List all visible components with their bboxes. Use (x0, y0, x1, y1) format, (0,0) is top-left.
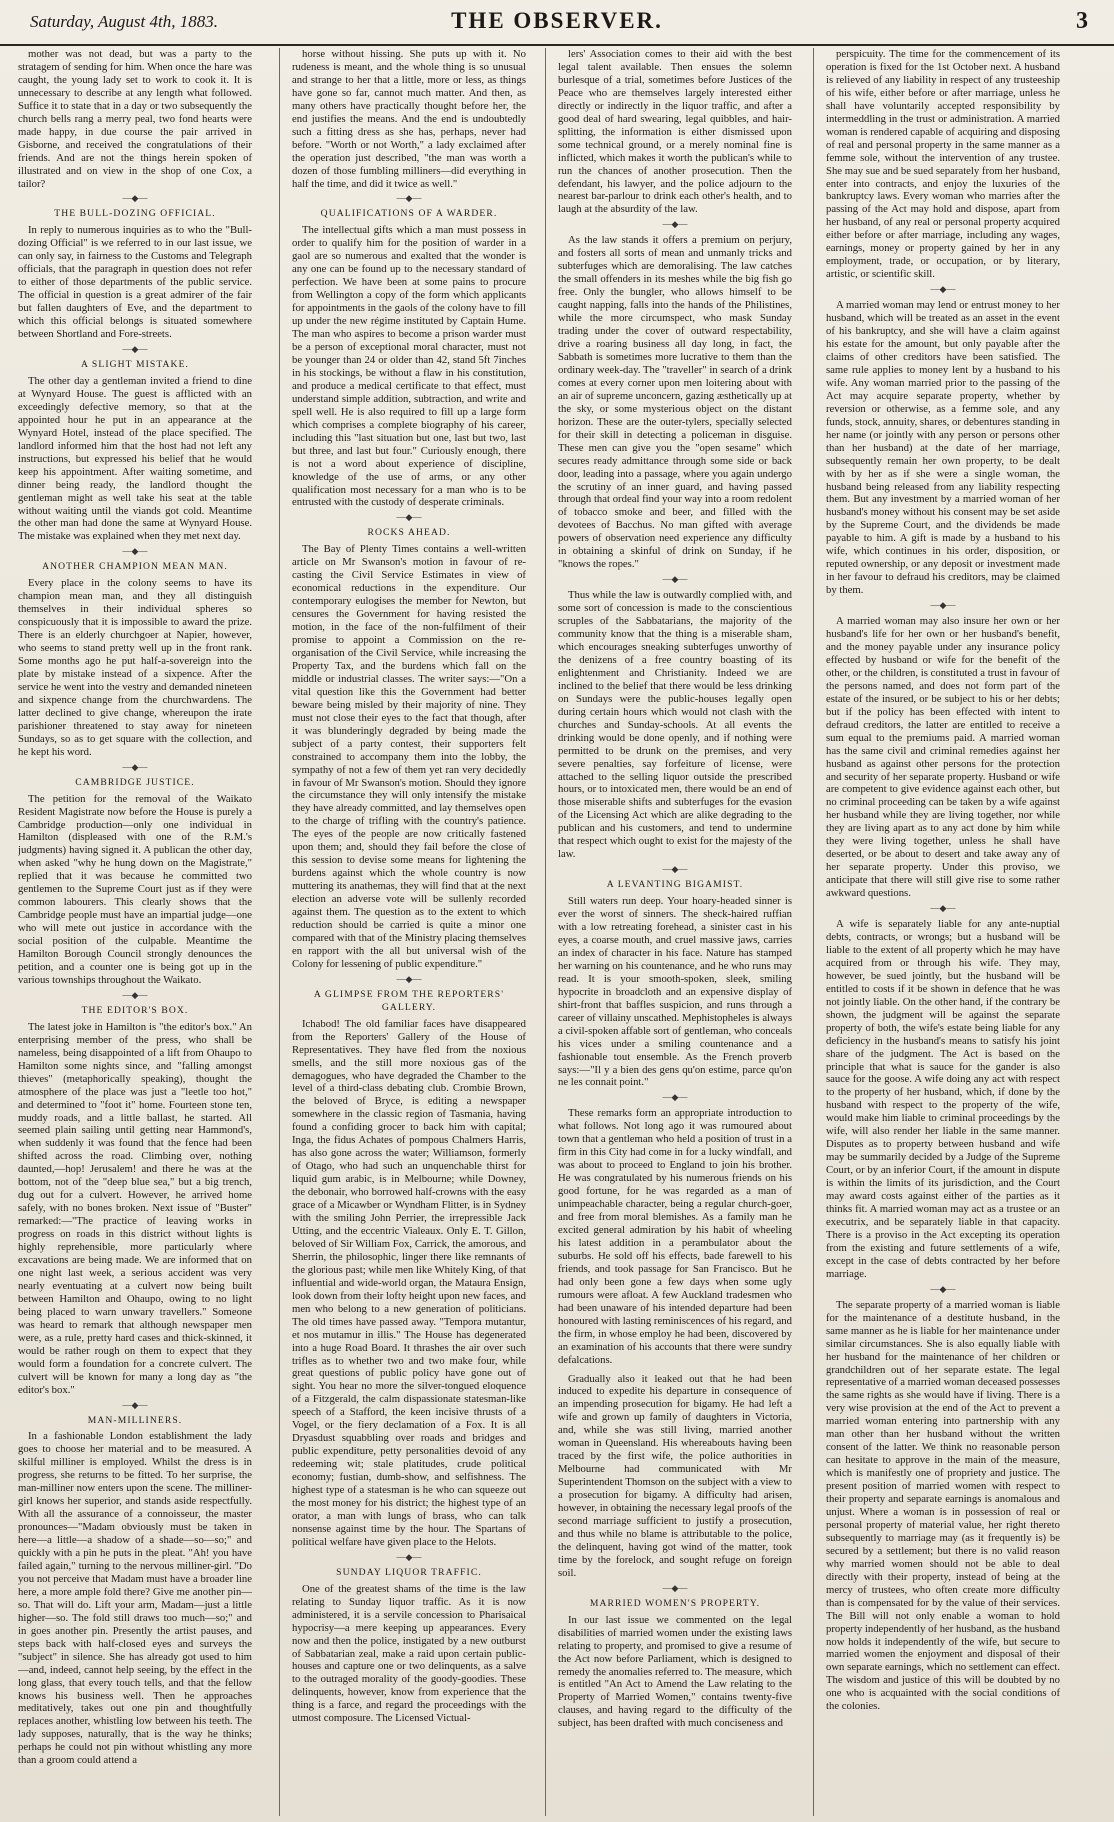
article-body: The latest joke in Hamilton is "the editor's box." An enterprising member of the press, who shall be nameless, being disappointed of a lift from Ohaupo to Hamilton some nights since, and "falling amongst thieves" (metaphorically speaking), thought the atmosphere of the place was just a "leetle too hot," and determined to "foot it" home. Fourteen stone ten, muddy roads, and a little ballast, he started. All seemed plain sailing until getting near Hammond's, when suddenly it was found that the fence had been shifted across the road. Climbing over, nothing daunted,—hop! Jerusalem! and there he was at the bottom, not of the "deep blue sea," but a big trench, dug out for a culvert. However, he arrived home safely, with no bones broken. Next issue of "Buster" remarked:—"The practice of leaving works in progress on roads in this district without lights is highly reprehensible, more particularly where excavations are being made. We are informed that on one night last week, a serious accident was very nearly eventuating at a culvert now being built between Hamilton and Ohaupo, owing to no light being placed to warn unwary travellers." Someone was heard to remark that although newspaper men were, as a rule, pretty hard cases and thick-skinned, it would be rather rough on them to expect that they would form a foundation for a concrete culvert. The culvert will be known for many a long day as "the editor's box." (18, 1020, 252, 1396)
article-body: As the law stands it offers a premium on perjury, and fosters all sorts of mean and unmanly tricks and subterfuges which are demoralising. The law catches the small offenders in its meshes while the big fish go free. Only the bungler, who allows himself to be caught napping, falls into the hands of the Philistines, while the more circumspect, who mask Sunday trading under the cover of outward respectability, drive a roaring business all day long, in fact, the Sabbath is sometimes more lucrative to them than the ordinary week-day. The "traveller" in search of a drink comes at every corner upon men loitering about with an air of supreme unconcern, gazing æsthetically up at the sky, or some mysterious object on the distant horizon. These are the outer-tylers, specially selected for their skill in detecting a policeman in disguise. These men can give you the "open sesame" which secures ready admittance through some side or back door, leading into a passage, where you again undergo the scrutiny of an inner guard, and having passed through that ordeal find your way into a room redolent of tobacco smoke and beer, and filled with the devotees of Bacchus. No man gifted with average powers of observation need experience any difficulty in obtaining a skinful of drink on Sunday, if he "knows the ropes." (558, 234, 792, 571)
continued-text: lers' Association comes to their aid with the best legal talent available. Then ensues the solemn burlesque of a trial, sometimes before Justices of the Peace who are themselves largely interested either directly or indirectly in the liquor traffic, and after a good deal of hard swearing, legal quibbles, and hair-splitting, the information is either dismissed upon some technical ground, or a merely nominal fine is inflicted, which makes it worth the publican's while to run the chances of another prosecution. Then the defendant, his lawyer, and the police adjourn to the nearest bar-parlour to drink each other's health, and to laugh at the absurdity of the law. (558, 48, 792, 216)
column-1 (18, 48, 252, 1816)
section-ornament: —◆— (122, 761, 148, 772)
section-ornament: —◆— (930, 903, 956, 914)
section-ornament: —◆— (930, 1283, 956, 1294)
column-rule (813, 48, 814, 1816)
article-body: Ichabod! The old familiar faces have disappeared from the Reporters' Gallery of the House of Representatives. They have fled from the noxious smells, and the still more noxious gas of the demagogues, who have degraded the Chamber to the level of a third-class debating club. Crombie Brown, the beloved of Bryce, is editing a newspaper somewhere in the classic region of Tasmania, having found a confiding grocer to back him with capital; Inga, the fidus Achates of pompous Chalmers Harris, has also gone across the water; Williamson, formerly of Otago, who had such an unquenchable thirst for liquid gum arabic, is in Melbourne; while Downey, the debonair, who borrowed half-crowns with the easy grace of a Micawber or Wyndham Flitter, is in Sydney with the smiling John Perrier, the irrepressible Jack Utting, and the eccentric Vialeaux. Only E. T. Gillon, beloved of Sir William Fox, Carrick, the amorous, and Sherrin, the philosophic, linger there like remnants of the glorious past; while men like Whitely King, of that influential and wide-world organ, the Mataura Ensign, look down from their lofty height upon new faces, and men who belong to a new generation of politicians. The old times have passed away. "Tempora mutantur, et nos mutamur in illis." The House has degenerated into a huge Road Board. It thrashes the air over such trifles as to whether two and two make four, while great questions of public policy have gone out of sight. You hear no more the silver-tongued eloquence of a Fitzgerald, the calm dispassionate statesman-like speech of a Stafford, the keen incisive thrusts of a Vogel, or the fiery declamation of a Fox. It is all Dryasdust squabbling over roads and bridges and public expenditure, petty personalities devoid of any redeeming wit; stale platitudes, crude political economy; fustian, dumb-show, and selfishness. The highest type of a statesman is he who can squeeze out the most money for his district; the highest type of an orator, a man with lungs of brass, who can talk nonsense against time by the hour. The Spartans of political welfare have given place to the Helots. (292, 1017, 526, 1548)
article-body: The Bay of Plenty Times contains a well-written article on Mr Swanson's motion in favour of re-casting the Civil Service Estimates in view of economical reductions in the expenditure. Our contemporary eulogises the member for Newton, but censures the Government for having resisted the motion, in the face of the non-fulfilment of their promise to appoint a Commission on the re-organisation of the Civil Service, while increasing the Property Tax, and the burdens which fall on the middle or industrial classes. The writer says:—"On a vital question like this the Government had better beware being misled by their majority of nine. They must not close their eyes to the fact that though, after it was blunderingly degraded by being made the subject of a party contest, their supporters felt constrained to accompany them into the lobby, the sympathy of not a few of them yet ran very decidedly in favour of Mr Swanson's motion. Should they ignore the circumstance they will only intensify the mistake they have already committed, and lay themselves open to the charge of trifling with the country's patience. The eyes of the people are now critically fastened upon them; and, should they fail before the close of this session to devise some means for lightening the burdens against which the whole country is now muttering its anathemas, they will find that at the next election an adverse vote will be sullenly recorded against them. The question as to the extent to which reduction should be carried is quite a minor one compared with that of the Ministry placing themselves en rapport with the all but universal wish of the Colony for lessening of public expenditure." (292, 543, 526, 970)
article-title: A LEVANTING BIGAMIST. (606, 879, 744, 891)
section-ornament: —◆— (930, 600, 956, 611)
section-ornament: —◆— (396, 1551, 422, 1562)
article-body: Thus while the law is outwardly complied with, and some sort of concession is made to the conscientious scruples of the Sabbatarians, the majority of the community know that the thing is a miserable sham, which encourages sneaking subterfuges unworthy of the denizens of a free country boasting of its enlightenment and Christianity. Indeed we are inclined to the belief that there would be less drinking on Sundays were the public-houses legally open during certain hours which would not clash with the churches and Sunday-schools. At all events the drinking would be done openly, and if nothing were permitted to be drunk on the premises, and very severe penalties, say forfeiture of license, were attached to the selling liquor outside the prescribed hours, or to intoxicated men, there would be an end of those miserable shifts and subterfuges for the evasion of the Licensing Act which are alike degrading to the publican and his customers, and tend to undermine that respect which ought to exist for the majesty of the law. (558, 589, 792, 861)
section-ornament: —◆— (662, 574, 688, 585)
article-title: THE BULL-DOZING OFFICIAL. (54, 208, 216, 220)
article-body: These remarks form an appropriate introduction to what follows. Not long ago it was rumoured about town that a gentleman who held a position of trust in a firm in this City had come in for a lucky windfall, and was about to proceed to England to join his brother. He was congratulated by his numerous friends on his good fortune, for he was regarded as a man of unimpeachable character, being a regular church-goer, and free from moral blemishes. As a family man he excited general admiration by his habit of wheeling his latest addition in a perambulator about the suburbs. He sold off his effects, bade farewell to his friends, and took passage for San Francisco. But he had only been gone a few days when some ugly rumours were afloat. A few Auckland tradesmen who had been unaware of his intended departure had been honoured with lasting reminiscences of his regard, and the firm, in whose employ he had been, discovered by an examination of his accounts that there were sundry defalcations. (558, 1107, 792, 1366)
section-ornament: —◆— (122, 193, 148, 204)
section-ornament: —◆— (122, 1399, 148, 1410)
section-ornament: —◆— (662, 864, 688, 875)
section-ornament: —◆— (662, 1582, 688, 1593)
article-body: In our last issue we commented on the legal disabilities of married women under the existing laws relating to property, and promised to give a resume of the Act now before Parliament, which is designed to remedy the anomalies referred to. The measure, which is entitled "An Act to Amend the Law relating to the Property of Married Women," contains twenty-five clauses, and having regard to the difficulty of the subject, has been drafted with much conciseness and (558, 1613, 792, 1730)
article-title: MAN-MILLINERS. (87, 1414, 183, 1426)
article-body: A married woman may also insure her own or her husband's life for her own or her husband's benefit, and the money payable under any insurance policy effected by husband or wife for the benefit of the other, or the children, is constituted a trust in favour of the persons named, and does not form part of the estate of the insured, or be subject to his or her debts; but if the policy has been effected with intent to defraud creditors, the latter are entitled to receive a sum equal to the premiums paid. A married woman has the same civil and criminal remedies against her husband as against other persons for the protection and security of her separate property. Husband or wife are competent to give evidence against each other, but no criminal proceeding can be taken by a wife against her husband while they are living together, nor while they are living apart as to any act done by him while they were living together, unless he shall have deserted, or be about to desert and take away any of her separate property. Under this proviso, we anticipate that there will still give rise to some rather awkward questions. (826, 615, 1060, 900)
newspaper-title: THE OBSERVER. (451, 8, 663, 33)
section-ornament: —◆— (662, 1092, 688, 1103)
article-body: In a fashionable London establishment the lady goes to choose her material and to be measured. A skilful milliner is employed. Whilst the dress is in progress, she returns to be fitted. To her surprise, the man-milliner now enters upon the scene. The milliner-girl knows her superior, and stands aside respectfully. With all the assurance of a connoisseur, the master pronounces—"Madam obviously must be taken in here—a little—a shadow of a shade—so—so;" and quickly with a pin he puts in the pleat. "Ah! you have failed again," turning to the nervous milliner-girl. "Do you not perceive that Madam must have a broader line here, a more ample fold there? Give me another pin—so. That will do. Lift your arm, Madam—just a little higher—so. The fold still draws too much—so;" and in goes another pin. Presently the artist pauses, and steps back with half-closed eyes and surveys the "subject" in silence. She has already got used to him—and, indeed, cannot help seeing, by the effect in the long glass, that every touch tells, and that the fellow knows his business well. Then he approaches meditatively, takes out one pin and thoughtfully replaces another, whistling low between his teeth. The lady supposes, naturally, that is the way he thinks; perhaps he could not pin without whistling any more than a groom could attend a (18, 1430, 252, 1767)
article-title: ROCKS AHEAD. (367, 527, 451, 539)
article-body: The separate property of a married woman is liable for the maintenance of a destitute husband, in the same manner as he is liable for her maintenance under similar circumstances. She is also equally liable with her husband for the maintenance of her children or grandchildren out of her separate estate. The legal representative of a married woman deceased possesses the same rights as she would have if living. There is a very wise provision at the end of the Act to prevent a married woman entering into partnership with any man other than her husband without the written consent of the latter. We think no reasonable person can hesitate to approve in the main of the measure, which is manifestly one of propriety and justice. The present position of married women with respect to their property and separate earnings is anomalous and unjust. Where a woman is in possession of real or personal property of material value, her right thereto subsequently to marriage may (as it frequently is) be secured by a settlement; but there is no valid reason why married women should not be able to deal directly with their property, instead of being at the mercy of trustees, who often create more difficulty than is compensated for by the value of their services. The Bill will not only enable a woman to hold property independently of her husband, as the husband now holds it independently of the wife, but secure to married women the enjoyment and disposal of their own separate earnings, which no settlement can effect. The wisdom and justice of this will be doubted by no one who is acquainted with the social conditions of the colonies. (826, 1298, 1060, 1713)
section-ornament: —◆— (396, 973, 422, 984)
column-2 (292, 48, 526, 1816)
article-body: A married woman may lend or entrust money to her husband, which will be treated as an asset in the event of his bankruptcy, and she will have a claim against his estate for the amount, but only payable after the claims of other creditors have been satisfied. The same rule applies to money lent by a husband to his wife. Any woman married prior to the passing of the Act may acquire separate property, whether by reversion or otherwise, as a femme sole, and any funds, stock, annuity, shares, or debentures standing in her name (or jointly with any person or persons other than her husband) at the date of her marriage, subsequently remain her own property, to be dealt with by her as if she were a single woman, the husband being released from any liability respecting them. But any investment by a married woman of her husband's money without his consent may be set aside by the Supreme Court, and the dividends be made payable to him. A gift is made by a husband to his wife, which continues in his order, disposition, or reputed ownership, or any deposit or investment made in her favour to defraud his creditors, may be claimed by them. (826, 299, 1060, 597)
column-rule (545, 48, 546, 1816)
column-4 (826, 48, 1060, 1816)
article-title: MARRIED WOMEN'S PROPERTY. (589, 1597, 761, 1609)
column-3 (558, 48, 792, 1816)
section-ornament: —◆— (122, 344, 148, 355)
continued-text: horse without hissing. She puts up with it. No rudeness is meant, and the whole thing is so unusual and strange to her that a little, more or less, as things have gone so far, cannot much matter. And then, as many others have practically thought before her, the end justifies the means. And the end is undoubtedly such a fitting dress as she has, perhaps, never had before. "Worth or not Worth," a lady exclaimed after the operation just described, "the man was worth a dozen of those fumbling milliners—did everything in half the time, and did it twice as well." (292, 48, 526, 190)
continued-text: mother was not dead, but was a party to the stratagem of sending for him. When once the hare was caught, the young lady set to work to cook it. It is unnecessary to describe at any length what followed. Suffice it to state that in a day or two subsequently the church bells rang a merry peal, two fond hearts were made happy, in due course the pair arrived in Gisborne, and received the congratulations of their friends. And are not the things herein spoken of illustrated and on view in the shop of one Cox, a tailor? (18, 48, 252, 190)
article-title: A SLIGHT MISTAKE. (80, 359, 190, 371)
article-title: QUALIFICATIONS OF A WARDER. (320, 208, 498, 220)
article-title: CAMBRIDGE JUSTICE. (75, 776, 195, 788)
article-body: Gradually also it leaked out that he had been induced to expedite his departure in consequence of an impending prosecution for bigamy. He had left a wife and grown up family of daughters in Victoria, and, while she was still living, married another woman in Queensland. His whereabouts having been traced by the first wife, the police authorities in Melbourne had communicated with Mr Superintendent Thomson on the subject with a view to a prosecution for bigamy. A difficulty had arisen, however, in obtaining the necessary legal proofs of the second marriage sufficient to justify a prosecution, and thus while no blame is attributable to the police, the delinquent, having got wind of the matter, took time by the forelock, and sought refuge on foreign soil. (558, 1372, 792, 1579)
article-body: Still waters run deep. Your hoary-headed sinner is ever the worst of sinners. The sheck-haired ruffian with a low retreating forehead, a sinister cast in his eyes, a coarse mouth, and cruel massive jaws, carries an index of character in his face. Nature has stamped her warning on his countenance, and he who runs may read. It is your smooth-spoken, sleek, smiling hypocrite in broadcloth and an expensive display of shirt-front that baffles suspicion, and runs through a career of villainy unscathed. Mephistopheles is always a civil-spoken affable sort of gentleman, who conceals his vices under a smiling countenance and a fashionable tout ensemble. As the French proverb says:—"Il y a bien des gens qu'on estime, parce qu'on ne les connait point." (558, 895, 792, 1089)
issue-date: Saturday, August 4th, 1883. (30, 12, 218, 31)
article-body: The intellectual gifts which a man must possess in order to qualify him for the position of warder in a gaol are so numerous and exalted that the wonder is any one can be found up to the necessary standard of perfection. We have been at some pains to procure from Wellington a copy of the form which applicants for appointments in the gaols of the colony have to fill up under the new régime instituted by Captain Hume. The man who aspires to become a prison warder must be a person of exceptional moral character, must not be younger than 24 or older than 42, stand 5ft 7inches in his stockings, be without a flaw in his constitution, and produce a medical certificate to that effect, must understand simple addition, subtraction, and write and spell well. He is also required to fill up a large form which comprises a complete biography of his career, including this "last situation but one, last but two, last but three, and last but four." Curiously enough, there is not a word about experience of discipline, knowledge of the use of arms, or any other qualification most necessary for a man who is to be entrusted with the custody of desperate criminals. (292, 224, 526, 509)
section-ornament: —◆— (122, 989, 148, 1000)
section-ornament: —◆— (122, 546, 148, 557)
continued-text: perspicuity. The time for the commencement of its operation is fixed for the 1st October next. A husband is relieved of any liability in respect of any trusteeship of his wife, either before or after marriage, unless he shall have voluntarily accepted responsibility by intermeddling in the trust or administration. A married woman is rendered capable of acquiring and disposing of real and personal property in the same manner as a femme sole, without the intervention of any trustee. She may sue and be sued separately from her husband, enter into contracts, and enjoy the luxuries of the bankruptcy laws. Every woman who marries after the passing of the Act may hold and dispose, apart from her husband, of any real or personal property acquired either before or after marriage, including any wages, earnings, money or property gained by her in any employment, trade, or occupation, or by literary, artistic, or scientific skill. (826, 48, 1060, 281)
article-body: One of the greatest shams of the time is the law relating to Sunday liquor traffic. As it is now administered, it is a servile concession to Pharisaical hypocrisy—a mere keeping up appearances. Every now and then the police, instigated by a new outburst of Sabbatarian zeal, make a raid upon certain public-houses and capture one or two delinquents, as a salve to the outraged morality of the goody-goodies. These delinquents, however, know from experience that the thing is a farce, and regard the proceedings with the utmost composure. The Licensed Victual- (292, 1582, 526, 1725)
article-body: Every place in the colony seems to have its champion mean man, and they all distinguish themselves in their individual spheres so conspicuously that it is impossible to award the prize. There is an elderly churchgoer at Napier, however, who seems to stand pretty well up in the front rank. Some months ago he put half-a-sovereign into the plate by mistake instead of a sixpence. After the service he went into the vestry and demanded nineteen and sixpence change from the churchwardens. The latter declined to give change, whereupon the irate parishioner threatened to stay away for nineteen Sundays, so as to get square with the collection, and he kept his word. (18, 577, 252, 758)
article-body: A wife is separately liable for any ante-nuptial debts, contracts, or wrongs; but a husband will be liable to the extent of all property which he may have acquired from or through his wife. They may, however, be sued jointly, but the husband will be entitled to costs if it be shown in defence that he was not jointly liable. On the other hand, if the contrary be shown, the judgment will be against the separate property of both, the wife's estate being liable for any deficiency in the husband's means to satisfy his joint share of the judgment. The Act is based on the principle that what is sauce for the gander is also sauce for the goose. A wife doing any act with respect to the property of her husband, which, if done by the husband with respect to the property of the wife, would make him liable to criminal proceedings by the wife, will also render her liable in the same manner. Disputes as to property between husband and wife may be summarily decided by a Judge of the Supreme Court, or by an inferior Court, if the amount in dispute is within the limits of its jurisdiction, and the Court may award costs against either of the parties as it thinks fit. A married woman may act as a trustee or an executrix, and be separately liable in that capacity. There is a proviso in the Act excepting its operation from the existing and future settlements of a wife, except in the case of debts contracted by her before marriage. (826, 918, 1060, 1280)
article-title: THE EDITOR'S BOX. (81, 1004, 189, 1016)
article-body: The petition for the removal of the Waikato Resident Magistrate now before the House is purely a Cambridge production—only one individual in Hamilton (displeased with one of the R.M.'s judgments) having signed it. A publican the other day, when asked "why he hung down on the Magistrate," replied that it was because he committed two gentlemen to the Supreme Court just as if they were common labourers. This clearly shows that the Cambridge people must have an impartial judge—one who will mete out justice in accordance with the social position of the culpable. Meantime the Hamilton Borough Council strongly denounces the petition, and a counter one is being got up in the various townships throughout the Waikato. (18, 792, 252, 986)
article-title: A GLIMPSE FROM THE REPORTERS' GALLERY. (313, 988, 505, 1013)
article-body: In reply to numerous inquiries as to who the "Bull-dozing Official" is we referred to in our last issue, we can only say, in fairness to the Customs and Telegraph officials, that the paragraph in question does not refer to either of those departments of the public service. The official in question is a great admirer of the fair but fallen daughters of Eve, and the department to which this official belongs is situated somewhere between Shortland and Fore-streets. (18, 224, 252, 341)
section-ornament: —◆— (930, 284, 956, 295)
section-ornament: —◆— (662, 219, 688, 230)
section-ornament: —◆— (396, 512, 422, 523)
page-number: 3 (1076, 8, 1088, 34)
masthead (0, 0, 1114, 46)
article-body: The other day a gentleman invited a friend to dine at Wynyard House. The guest is afflicted with an exceedingly defective memory, so that at the appointed hour he put in an appearance at the Wynyard Hotel, instead of the place specified. The landlord informed him that the host had not left any instructions, but expressed his belief that he would keep his appointment. After waiting sometime, and dinner being ready, the landlord thought the gentleman might as well take his seat at the table without waiting until the viands got cold. Meantime the other man had done the same at Wynyard House. The mistake was explained when they met next day. (18, 374, 252, 543)
column-rule (279, 48, 280, 1816)
article-title: SUNDAY LIQUOR TRAFFIC. (336, 1566, 482, 1578)
article-title: ANOTHER CHAMPION MEAN MAN. (42, 561, 228, 573)
section-ornament: —◆— (396, 193, 422, 204)
